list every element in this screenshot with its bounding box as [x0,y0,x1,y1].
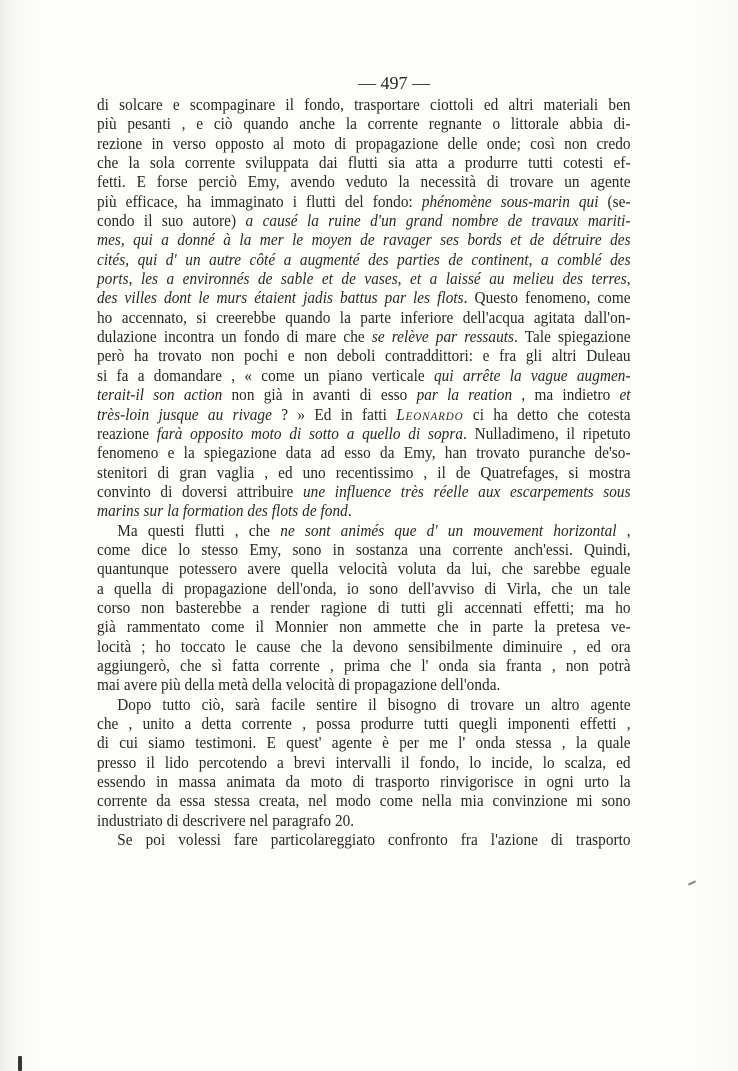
text-line [97,501,631,520]
text-line [97,656,631,675]
page-number: — 497 — [358,73,430,93]
scan-mark-left [18,1056,22,1071]
italic-text: des villes dont le murs étaient jadis battus par les flots [97,288,464,308]
text-line [97,617,631,636]
text-line [97,288,631,307]
text-line [97,791,631,810]
text-line [97,637,631,656]
scan-mark-right [688,880,696,885]
text-segment: reazione [97,423,157,443]
text-line [97,579,631,598]
text-line [97,405,631,424]
text-line [97,559,631,578]
text-segment: dulazione incontra un fondo di mare che [97,327,372,347]
text-segment: ci ha detto che cotesta [463,404,631,424]
text-line [97,172,631,191]
text-line [97,695,631,714]
text-segment: locità ; ho toccato le cause che la devono sensibilmente diminuire , ed ora [97,636,631,656]
text-line [97,192,631,211]
text-line [97,714,631,733]
italic-text: farà opposito moto di sotto a quello di sopra [156,423,464,443]
italic-text: une influence très réelle aux escarpements sous [302,481,631,501]
text-segment: stenitori di gran vaglia , ed uno recentissimo , il de Quatrefages, si mostra [97,462,631,482]
text-segment: di solcare e scompaginare il fondo, trasportare ciottoli ed altri materiali ben [97,95,631,114]
text-segment: . [347,501,352,521]
text-segment: più pesanti , e ciò quando anche la corrente regnante o littorale abbia di- [97,114,631,134]
text-line [97,443,631,462]
text-line [97,753,631,772]
text-segment: Ma questi flutti , che [117,520,281,540]
text-line [97,269,631,288]
text-line [97,385,631,404]
text-line [97,114,631,133]
text-line [97,95,631,114]
text-line [97,250,631,269]
text-segment: che , unito a detta corrente , possa produrre tutti quegli imponenti effetti , [97,714,631,733]
text-segment: presso il lido percotendo a brevi intervalli il fondo, lo incide, lo scalza, ed [97,752,631,772]
text-line [97,540,631,559]
text-line [97,211,631,230]
text-line [97,308,631,327]
text-segment: ho accennato, si creerebbe quando la parte inferiore dell'acqua agitata dall'on- [97,307,631,327]
italic-text: cités, qui d' un autre côté a augmenté des parties de continent, a comblé des [97,249,631,269]
text-line [97,424,631,443]
text-segment: a quella di propagazione dell'onda, io sono dell'avviso di Virla, che un tale [97,578,631,598]
text-segment: (se- [598,191,631,211]
text-segment: fenomeno e la spiegazione data ad esso da Emy, han trovato puranche de'so- [97,443,631,463]
italic-text: se relève par ressauts [371,327,515,347]
text-line [97,327,631,346]
italic-text: et [619,385,631,405]
text-segment: essendo in massa animata da moto di trasporto rinvigorisce in ogni urto la [97,772,631,792]
text-segment: si fa a domandare , « come un piano verticale [97,365,434,385]
italic-text: qui arrête la vague augmen- [433,365,631,385]
text-line [97,482,631,501]
text-segment: convinto di doversi attribuire [97,481,303,501]
text-line [97,598,631,617]
text-segment: Dopo tutto ciò, sarà facile sentire il bisogno di trovare un altro agente [117,694,631,714]
italic-text: par la reation [416,385,513,405]
italic-text: a causé la ruine d'un grand nombre de travaux mariti- [245,211,631,231]
text-segment: di cui siamo testimoni. E quest' agente è per me l' onda stessa , la quale [97,733,631,753]
text-segment: corrente da essa stessa creata, nel modo come nella mia convinzione mi sono [97,791,631,811]
text-line [97,346,631,365]
text-segment: già rammentato come il Monnier non ammette che in parte la pretesa ve- [97,617,631,637]
text-segment: rezione in verso opposto al moto di propagazione delle onde; così non credo [97,133,631,153]
text-segment: . Questo fenomeno, come [463,288,631,308]
text-line [97,463,631,482]
text-segment: però ha trovato non pochi e non deboli contraddittori: e fra gli altri Duleau [97,346,631,366]
italic-text: phénomène sous-marin qui [421,191,599,211]
italic-text: très-loin jusque au rivage [97,404,272,424]
text-segment: non già in avanti di esso [222,385,417,405]
text-line [97,153,631,172]
text-segment: che la sola corrente sviluppata dai flutti sia atta a produrre tutti cotesti ef- [97,153,631,173]
text-segment: , [616,520,631,540]
italic-text: marins sur la formation des flots de fond [97,501,348,521]
text-line [97,366,631,385]
text-segment: mai avere più della metà della velocità di propagazione dell'onda. [97,675,501,695]
text-segment: . Tale spiegazione [514,327,631,347]
text-segment: aggiungerò, che sì fatta corrente , prima che l' onda sia franta , non potrà [97,655,631,675]
italic-text: ports, les a environnés de sable et de vases, et a laissé au melieu des terres, [97,269,631,289]
text-line [97,521,631,540]
text-line [97,811,631,830]
text-line [97,830,631,849]
small-caps-name: Leonardo [396,404,464,424]
text-line [97,733,631,752]
text-line [97,134,631,153]
text-segment: condo il suo autore) [97,211,246,231]
body-text [97,95,631,849]
italic-text: terait-il son action [97,385,223,405]
italic-text: ne sont animés que d' un mouvement horizontal [280,520,617,540]
text-segment: , ma indietro [512,385,620,405]
text-segment: ? » Ed in fatti [271,404,397,424]
text-line [97,772,631,791]
text-segment: più efficace, ha immaginato i flutti del fondo: [97,191,422,211]
italic-text: mes, qui a donné à la mer le moyen de ravager ses bords et de détruire des [97,230,631,250]
text-segment: corso non basterebbe a render ragione di tutti gli accennati effetti; ma ho [97,597,631,617]
text-line [97,675,631,694]
text-line [97,230,631,249]
text-segment: fetti. E forse perciò Emy, avendo veduto la necessità di trovare un agente [97,172,631,192]
text-segment: Se poi volessi fare particolareggiato confronto fra l'azione di trasporto [117,830,631,850]
text-segment: come dice lo stesso Emy, sono in sostanza una corrente anch'essi. Quindi, [97,539,631,559]
text-segment: quantunque potessero avere quella velocità voluta da lui, che sarebbe eguale [97,559,631,579]
text-segment: . Nulladimeno, il ripetuto [463,423,631,443]
text-segment: industriato di descrivere nel paragrafo 20. [97,810,355,830]
